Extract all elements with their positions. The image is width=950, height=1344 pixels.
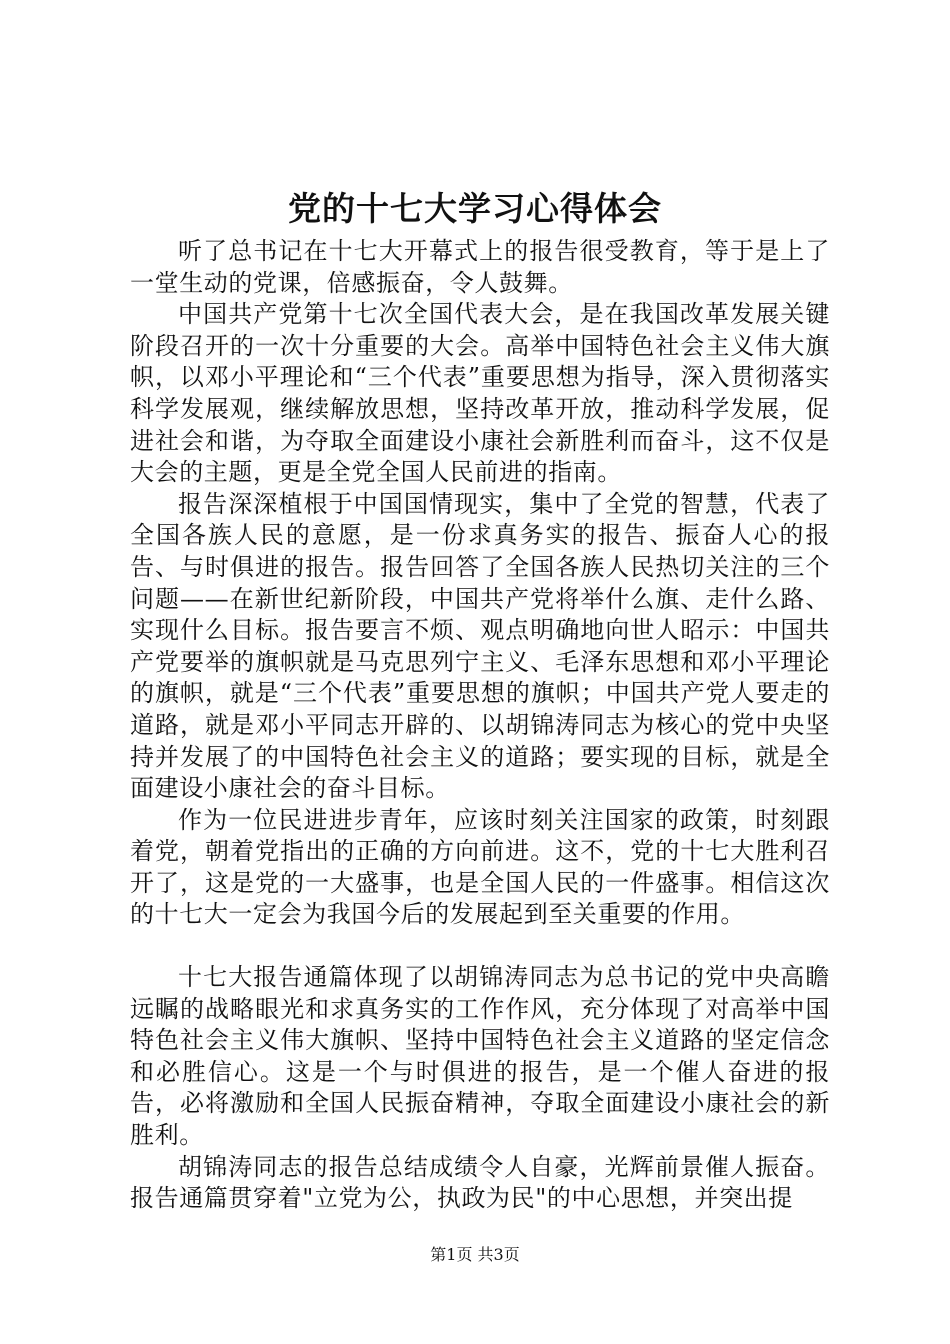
page-footer: 第1页 共3页 [430, 1245, 520, 1264]
paragraph-4: 作为一位民进进步青年，应该时刻关注国家的政策，时刻跟着党，朝着党指出的正确的方向前进。这不，党的十七大胜利召开了，这是党的一大盛事，也是全国人民的一件盛事。相信这次的十七大一定会为我国今后的发展起到至关重要的作用。 [130, 805, 830, 929]
document-body [130, 236, 830, 1215]
paragraph-6: 胡锦涛同志的报告总结成绩令人自豪，光辉前景催人振奋。报告通篇贯穿着"立党为公，执政为民"的中心思想，并突出提 [130, 1152, 830, 1213]
document-title: 党的十七大学习心得体会 [288, 189, 662, 228]
paragraph-5: 十七大报告通篇体现了以胡锦涛同志为总书记的党中央高瞻远瞩的战略眼光和求真务实的工作作风，充分体现了对高举中国特色社会主义伟大旗帜、坚持中国特色社会主义道路的坚定信念和必胜信心。这是一个与时俱进的报告，是一个催人奋进的报告，必将激励和全国人民振奋精神，夺取全面建设小康社会的新胜利。 [130, 963, 830, 1150]
paragraph-3: 报告深深植根于中国国情现实，集中了全党的智慧，代表了全国各族人民的意愿，是一份求真务实的报告、振奋人心的报告、与时俱进的报告。报告回答了全国各族人民热切关注的三个问题——在新世纪新阶段，中国共产党将举什么旗、走什么路、实现什么目标。报告要言不烦、观点明确地向世人昭示：中国共产党要举的旗帜就是马克思列宁主义、毛泽东思想和邓小平理论的旗帜，就是“三个代表”重要思想的旗帜；中国共产党人要走的道路，就是邓小平同志开辟的、以胡锦涛同志为核心的党中央坚持并发展了的中国特色社会主义的道路；要实现的目标，就是全面建设小康社会的奋斗目标。 [130, 489, 830, 803]
paragraph-1: 听了总书记在十七大开幕式上的报告很受教育，等于是上了一堂生动的党课，倍感振奋，令人鼓舞。 [130, 237, 830, 297]
paragraph-2: 中国共产党第十七次全国代表大会，是在我国改革发展关键阶段召开的一次十分重要的大会。高举中国特色社会主义伟大旗帜，以邓小平理论和“三个代表”重要思想为指导，深入贯彻落实科学发展观，继续解放思想，坚持改革开放，推动科学发展，促进社会和谐，为夺取全面建设小康社会新胜利而奋斗，这不仅是大会的主题，更是全党全国人民前进的指南。 [130, 300, 830, 487]
blank-line [130, 931, 830, 962]
